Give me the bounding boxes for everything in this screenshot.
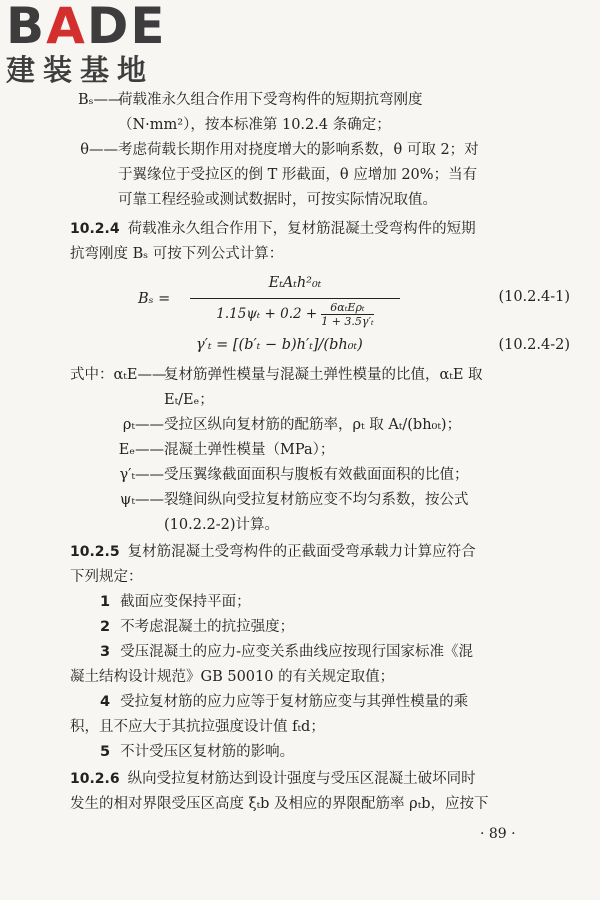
logo-mark: BADE <box>6 0 167 55</box>
section-10-2-5-cont: 下列规定： <box>70 569 143 585</box>
formula-10-2-4-1: Bₛ = EₜAₜh²₀ₜ 1.15ψₜ + 0.2 + 6αₜEρₜ 1 + 3.5γ′ₜ (10.2.4-1) <box>138 275 570 328</box>
definition-ec: Eₑ—— 混凝土弹性模量（MPa）； <box>118 442 335 458</box>
logo-subtitle: 建装基地 <box>6 53 155 87</box>
formula-10-2-4-2: γ′ₜ = [(b′ₜ − b)h′ₜ]/(bh₀ₜ) (10.2.4-2) <box>196 337 570 353</box>
list-item: 3 受压混凝土的应力-应变关系曲线应按现行国家标准《混 <box>100 644 473 660</box>
document-page <box>70 88 570 817</box>
definition-bs: Bₛ—— 荷载准永久组合作用下受弯构件的短期抗弯刚度 （N·mm²），按本标准第 10.2.4 条确定； <box>78 92 423 133</box>
definition-alpha: 式中：αₜE—— 复材筋弹性模量与混凝土弹性模量的比值，αₜE 取 Eₜ/Eₑ； <box>70 367 483 408</box>
list-item-cont: 凝土结构设计规范》GB 50010 的有关规定取值； <box>70 669 395 685</box>
definition-gamma: γ′ₜ—— 受压翼缘截面面积与腹板有效截面面积的比值； <box>119 467 469 483</box>
list-items <box>70 590 570 765</box>
definition-theta: θ—— 考虑荷载长期作用对挠度增大的影响系数，θ 可取 2；对 于翼缘位于受拉区的倒 T 形截面，θ 应增加 20%；当有 可靠工程经验或测试数据时，可按实际情况取值。 <box>80 142 479 208</box>
section-10-2-4-cont: 抗弯刚度 Bₛ 可按下列公式计算： <box>70 246 284 262</box>
section-10-2-5: 10.2.5 复材筋混凝土受弯构件的正截面受弯承载力计算应符合 <box>70 544 476 560</box>
definition-psi: ψₜ—— 裂缝间纵向受拉复材筋应变不均匀系数，按公式 (10.2.2-2)计算。 <box>120 492 469 533</box>
list-item-cont: 积，且不应大于其抗拉强度设计值 fₜd； <box>70 719 325 735</box>
list-item: 1 截面应变保持平面； <box>100 594 251 610</box>
definition-rho: ρₜ—— 受拉区纵向复材筋的配筋率，ρₜ 取 Aₜ/(bh₀ₜ)； <box>122 417 462 433</box>
page-number: · 89 · <box>480 826 516 842</box>
section-10-2-4: 10.2.4 荷载准永久组合作用下，复材筋混凝土受弯构件的短期 <box>70 221 476 237</box>
section-10-2-6-cont: 发生的相对界限受压区高度 ξₜb 及相应的界限配筋率 ρₜb，应按下 <box>70 796 489 812</box>
section-10-2-6: 10.2.6 纵向受拉复材筋达到设计强度与受压区混凝土破坏同时 <box>70 771 476 787</box>
list-item: 5 不计受压区复材筋的影响。 <box>100 744 295 760</box>
list-item: 2 不考虑混凝土的抗拉强度； <box>100 619 295 635</box>
list-item: 4 受拉复材筋的应力应等于复材筋应变与其弹性模量的乘 <box>100 694 469 710</box>
brand-logo <box>6 0 186 86</box>
